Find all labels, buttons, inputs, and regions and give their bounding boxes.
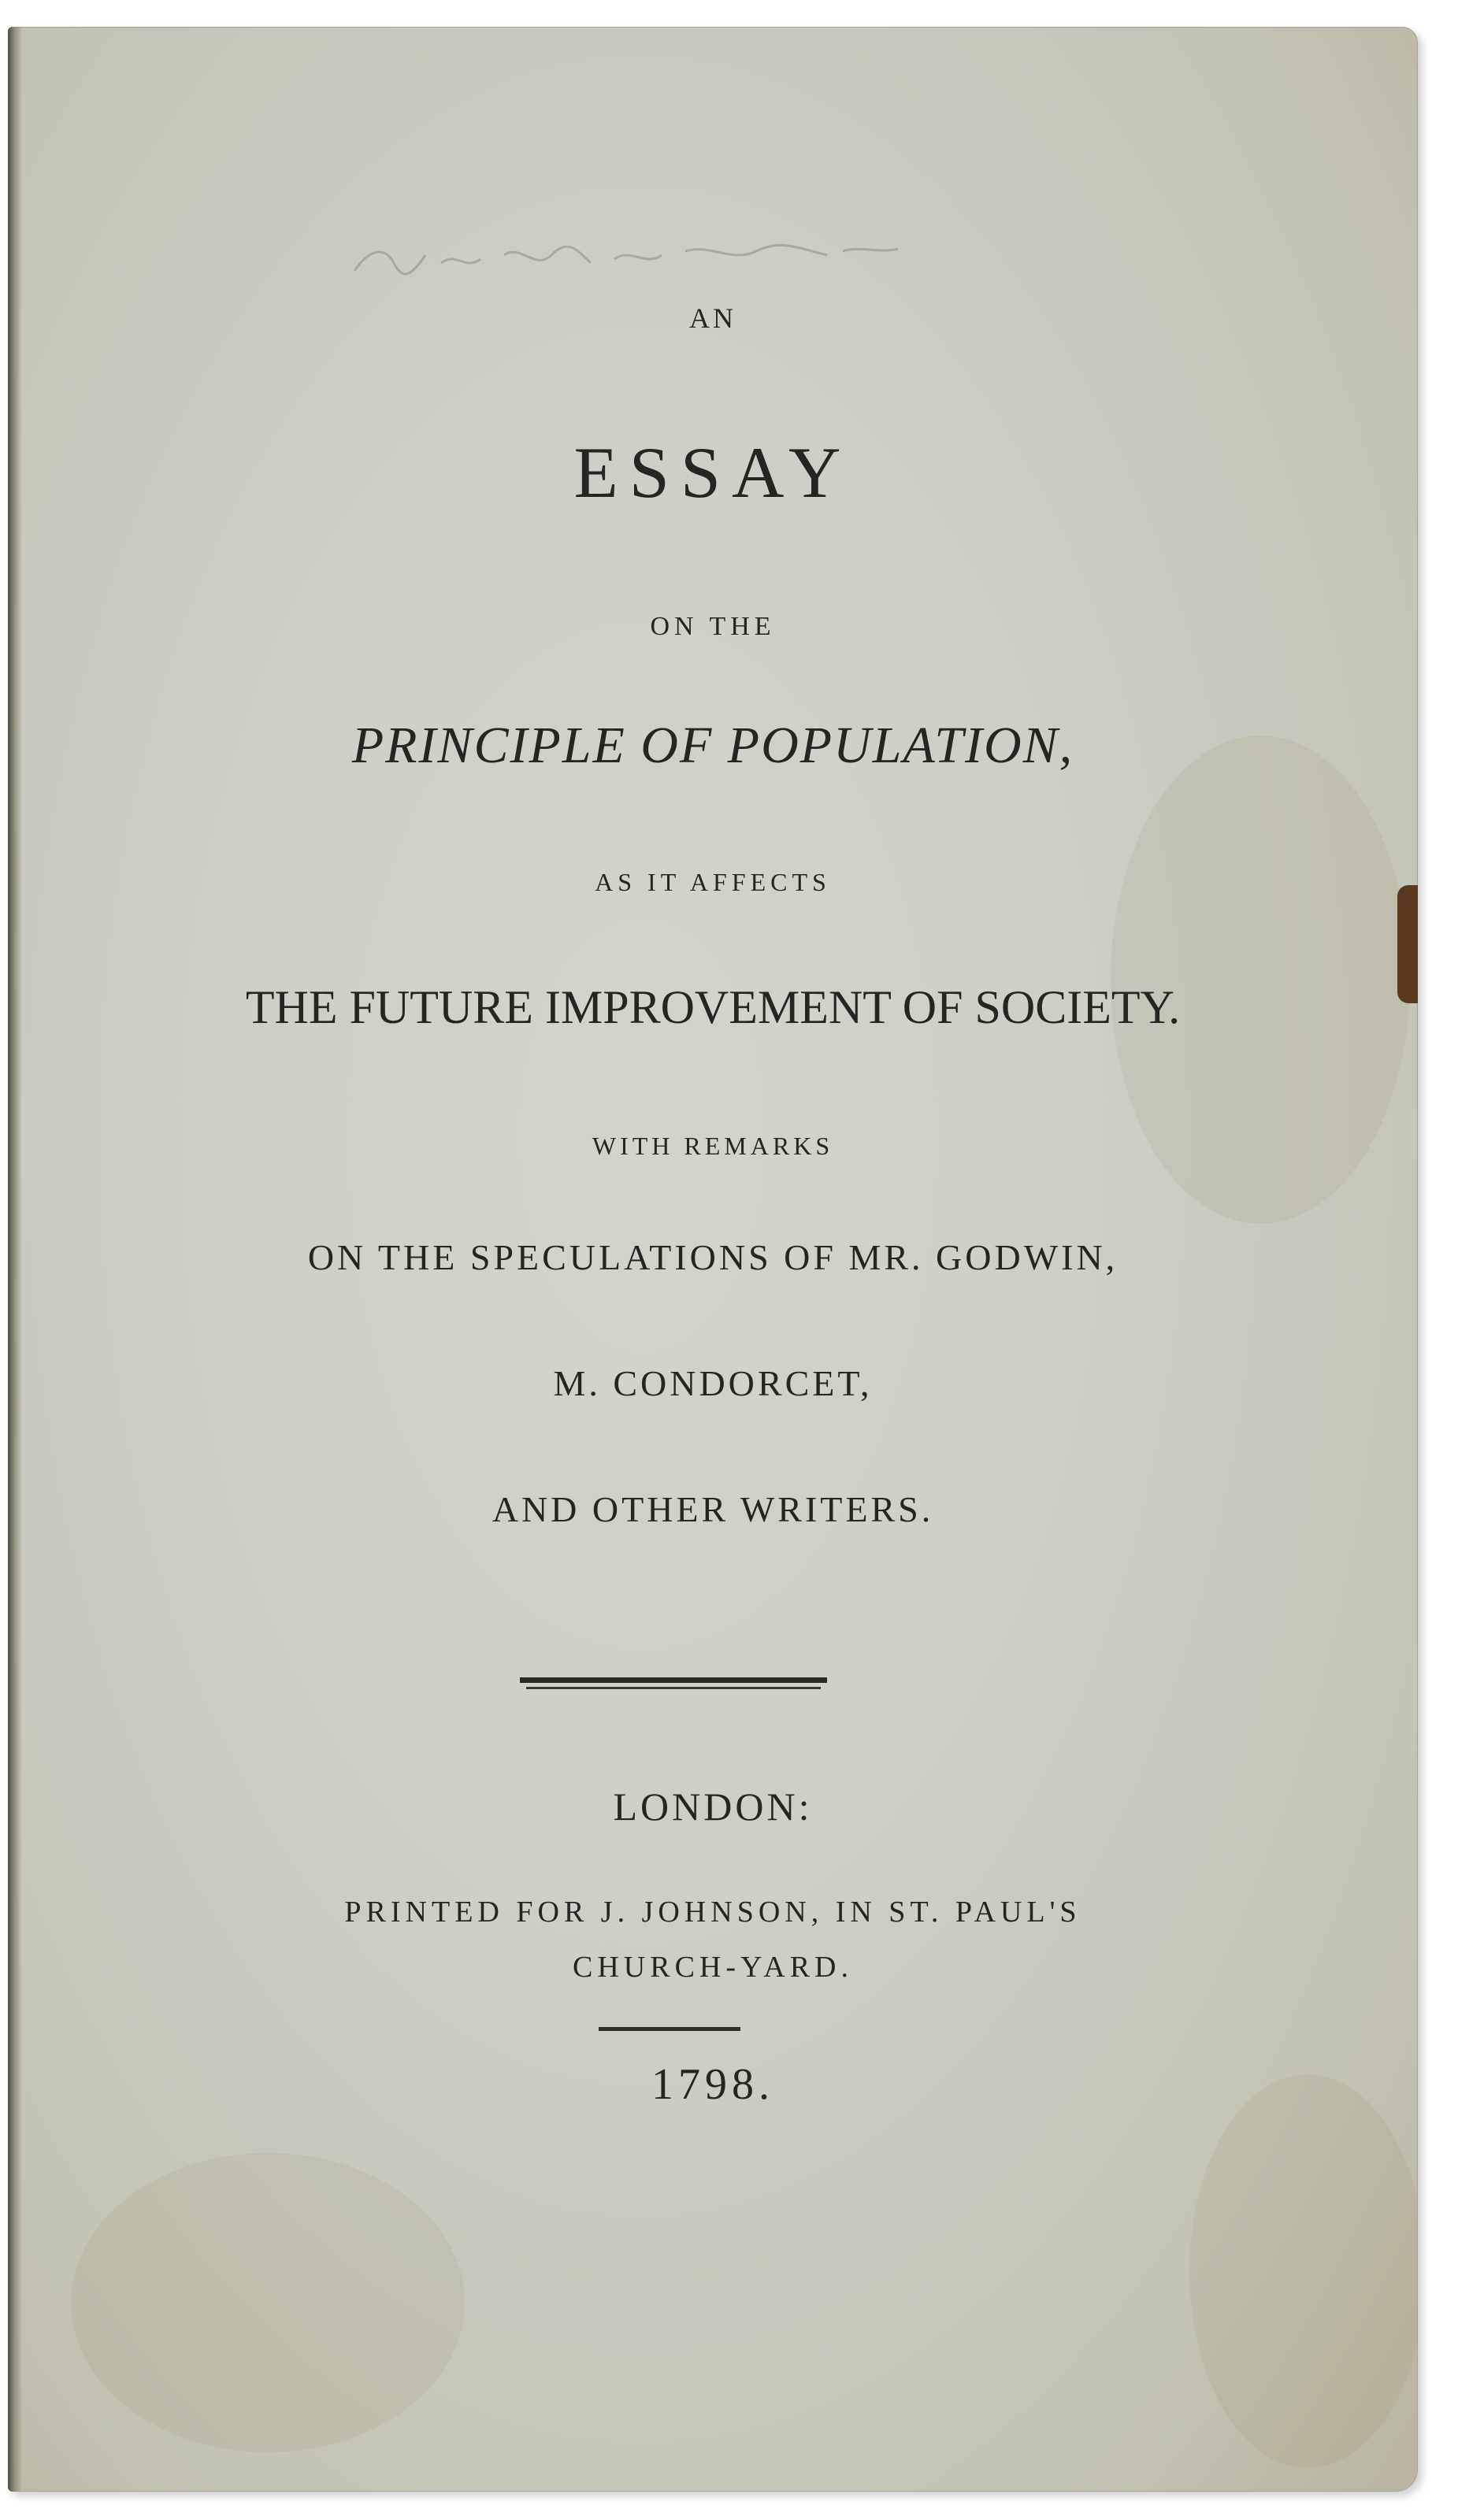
foxing-stain (1189, 2074, 1418, 2468)
heading-an: AN (689, 302, 736, 334)
subheading-as-it-affects: AS IT AFFECTS (595, 868, 831, 896)
imprint-church-yard: CHURCH-YARD. (573, 1951, 853, 1984)
line-speculations: ON THE SPECULATIONS OF MR. GODWIN, (307, 1237, 1119, 1277)
subheading-with-remarks: WITH REMARKS (592, 1132, 834, 1160)
line-other-writers: AND OTHER WRITERS. (492, 1489, 934, 1529)
heading-essay: ESSAY (573, 432, 852, 513)
title-principle: PRINCIPLE OF POPULATION, (351, 717, 1074, 774)
imprint-year: 1798. (651, 2060, 774, 2109)
foxing-stain (71, 2153, 465, 2452)
subheading-on-the: ON THE (650, 612, 776, 641)
double-rule-divider (520, 1677, 827, 1692)
short-rule-divider (599, 2027, 740, 2031)
title-future-improvement: THE FUTURE IMPROVEMENT OF SOCIETY. (245, 981, 1181, 1033)
imprint-printer: PRINTED FOR J. JOHNSON, IN ST. PAUL'S (344, 1896, 1081, 1929)
faded-handwritten-signature (339, 216, 906, 295)
title-page (8, 27, 1418, 2492)
imprint-place: LONDON: (613, 1784, 813, 1829)
rule-thin (526, 1687, 821, 1689)
line-condorcet: M. CONDORCET, (553, 1363, 873, 1403)
rule-thick (520, 1677, 827, 1683)
